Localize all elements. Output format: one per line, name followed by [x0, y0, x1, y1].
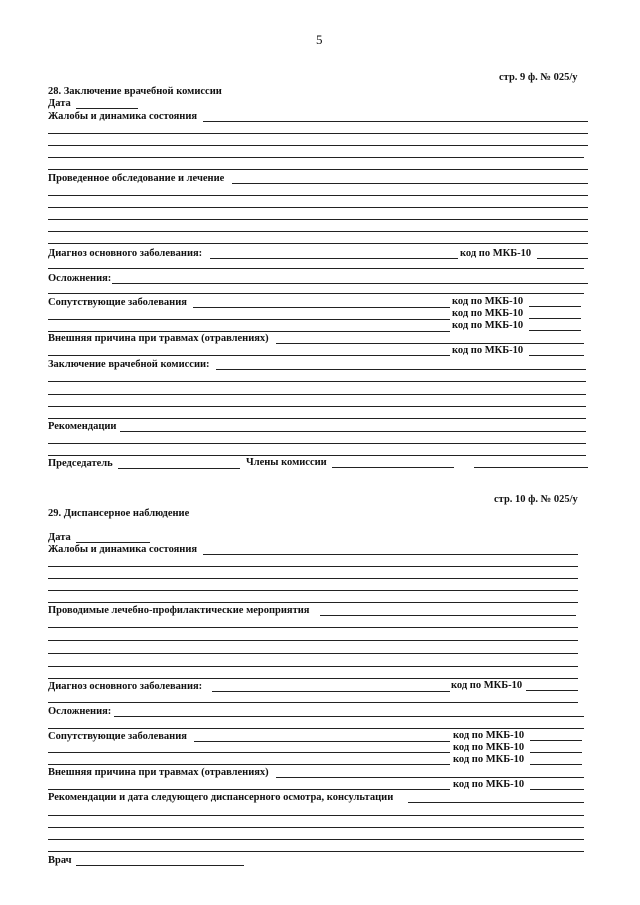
s28-page-ref: стр. 9 ф. № 025/у: [499, 72, 578, 83]
s28-member-field-2[interactable]: [474, 467, 588, 468]
s29-doctor-label: Врач: [48, 855, 72, 866]
s29-external-label: Внешняя причина при травмах (отравлениях): [48, 767, 269, 778]
s28-mkb2-field[interactable]: [529, 306, 581, 307]
s28-complications-field[interactable]: [112, 283, 588, 284]
s28-mkb3-field[interactable]: [529, 318, 581, 319]
s28-complaints-field[interactable]: [203, 121, 588, 122]
page-number: 5: [316, 32, 323, 47]
s28-date-field[interactable]: [76, 108, 138, 109]
s29-complications-field[interactable]: [114, 716, 584, 717]
form-line[interactable]: [48, 195, 588, 196]
s29-complaints-field[interactable]: [203, 554, 578, 555]
form-line[interactable]: [48, 219, 588, 220]
s28-mkb-field[interactable]: [537, 258, 588, 259]
form-line[interactable]: [48, 394, 586, 395]
form-line[interactable]: [48, 418, 586, 419]
s29-external-field[interactable]: [276, 777, 584, 778]
s29-title: 29. Диспансерное наблюдение: [48, 508, 190, 519]
form-line[interactable]: [48, 602, 578, 603]
s28-mkb4-label: код по МКБ-10: [452, 320, 524, 331]
form-line[interactable]: [48, 789, 450, 790]
s29-diagnosis-label: Диагноз основного заболевания:: [48, 681, 203, 692]
form-line[interactable]: [48, 851, 584, 852]
s29-mkb-field[interactable]: [526, 690, 578, 691]
s29-mkb4-label: код по МКБ-10: [453, 754, 525, 765]
form-line[interactable]: [48, 678, 578, 679]
s28-diagnosis-field[interactable]: [210, 258, 458, 259]
s28-date-label: Дата: [48, 98, 71, 109]
s29-recommendations-field[interactable]: [408, 802, 584, 803]
s28-mkb-label: код по МКБ-10: [460, 248, 532, 259]
form-line[interactable]: [48, 702, 578, 703]
s28-complications-label: Осложнения:: [48, 273, 112, 284]
form-line[interactable]: [48, 640, 578, 641]
s28-conclusion-label: Заключение врачебной комиссии:: [48, 359, 210, 370]
s28-mkb4-field[interactable]: [529, 330, 581, 331]
s28-comorbid-label: Сопутствующие заболевания: [48, 297, 187, 308]
form-line[interactable]: [48, 145, 588, 146]
form-line[interactable]: [48, 653, 578, 654]
form-line[interactable]: [48, 752, 450, 753]
s29-mkb4-field[interactable]: [530, 764, 582, 765]
s29-complications-label: Осложнения:: [48, 706, 112, 717]
s28-external-label: Внешняя причина при травмах (отравлениях): [48, 333, 269, 344]
form-line[interactable]: [48, 293, 584, 294]
s28-conclusion-field[interactable]: [216, 369, 586, 370]
form-line[interactable]: [48, 815, 584, 816]
s28-chairman-label: Председатель: [48, 458, 113, 469]
s29-mkb3-field[interactable]: [530, 752, 582, 753]
s29-comorbid-label: Сопутствующие заболевания: [48, 731, 187, 742]
form-line[interactable]: [48, 627, 578, 628]
s29-recommendations-label: Рекомендации и дата следующего диспансерного осмотра, консультации: [48, 792, 394, 803]
s28-exam-label: Проведенное обследование и лечение: [48, 173, 225, 184]
form-line[interactable]: [48, 268, 584, 269]
s28-recommendations-label: Рекомендации: [48, 421, 117, 432]
s29-mkb3-label: код по МКБ-10: [453, 742, 525, 753]
form-line[interactable]: [48, 764, 450, 765]
form-line[interactable]: [48, 381, 586, 382]
form-line[interactable]: [48, 566, 578, 567]
s29-diagnosis-field[interactable]: [212, 691, 450, 692]
s29-measures-label: Проводимые лечебно-профилактические мероприятия: [48, 605, 310, 616]
s29-mkb-label: код по МКБ-10: [451, 680, 523, 691]
form-line[interactable]: [48, 590, 578, 591]
form-line[interactable]: [48, 243, 588, 244]
form-line[interactable]: [48, 443, 586, 444]
s29-measures-field[interactable]: [320, 615, 576, 616]
form-line[interactable]: [48, 839, 584, 840]
s28-comorbid-field[interactable]: [193, 307, 450, 308]
s28-title: 28. Заключение врачебной комиссии: [48, 86, 222, 97]
s29-complaints-label: Жалобы и динамика состояния: [48, 544, 198, 555]
s28-recommendations-field[interactable]: [120, 431, 586, 432]
s28-mkb3-label: код по МКБ-10: [452, 308, 524, 319]
s28-members-label: Члены комиссии: [246, 457, 327, 468]
s28-external-field[interactable]: [276, 343, 584, 344]
s28-mkb2-label: код по МКБ-10: [452, 296, 524, 307]
form-line[interactable]: [48, 169, 588, 170]
s28-chairman-field[interactable]: [118, 468, 240, 469]
form-line[interactable]: [48, 666, 578, 667]
s28-complaints-label: Жалобы и динамика состояния: [48, 111, 198, 122]
s29-comorbid-field[interactable]: [194, 741, 450, 742]
form-line[interactable]: [48, 331, 450, 332]
s29-mkb2-field[interactable]: [530, 740, 582, 741]
form-line[interactable]: [48, 133, 588, 134]
form-line[interactable]: [48, 319, 450, 320]
s28-diagnosis-label: Диагноз основного заболевания:: [48, 248, 203, 259]
s29-page-ref: стр. 10 ф. № 025/у: [494, 494, 578, 505]
form-line[interactable]: [48, 455, 586, 456]
s29-mkb2-label: код по МКБ-10: [453, 730, 525, 741]
s28-member-field-1[interactable]: [332, 467, 454, 468]
form-line[interactable]: [48, 728, 584, 729]
s29-doctor-field[interactable]: [76, 865, 244, 866]
form-line[interactable]: [48, 207, 588, 208]
s28-mkb5-label: код по МКБ-10: [452, 345, 524, 356]
s29-mkb5-field[interactable]: [530, 789, 584, 790]
s28-exam-field[interactable]: [232, 183, 588, 184]
form-line[interactable]: [48, 578, 578, 579]
s28-mkb5-field[interactable]: [529, 355, 584, 356]
form-line[interactable]: [48, 231, 588, 232]
form-line[interactable]: [48, 827, 584, 828]
s29-date-label: Дата: [48, 532, 71, 543]
form-line[interactable]: [48, 406, 586, 407]
s29-date-field[interactable]: [76, 542, 150, 543]
form-line[interactable]: [48, 355, 450, 356]
form-line[interactable]: [48, 157, 584, 158]
s29-mkb5-label: код по МКБ-10: [453, 779, 525, 790]
